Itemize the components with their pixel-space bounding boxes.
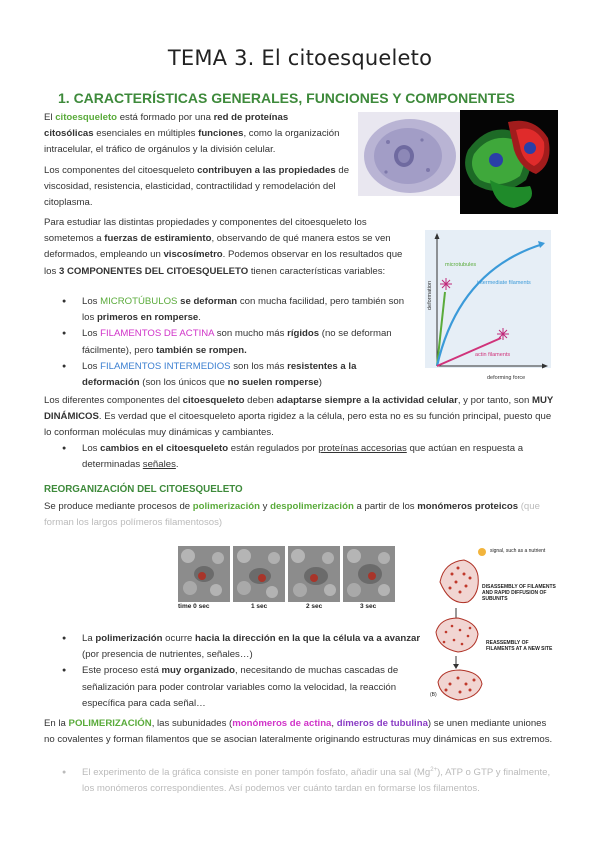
frame-2	[288, 546, 340, 602]
bold-text: citosólicas	[44, 128, 94, 140]
text: tienen características variables:	[248, 265, 386, 277]
section-heading: 1. CARACTERÍSTICAS GENERALES, FUNCIONES Y COMPONENTES	[58, 90, 515, 106]
diagram-label-b: (B)	[430, 692, 437, 698]
list-item: ● El experimento de la gráfica consiste en poner tampón fosfato, añadir una sal $(Mg^{2+})$, ATP o GTP y finalmente, los monómeros correspondientes. Así podemos ver cuánto tardan en formarse los filamentos.	[62, 765, 556, 797]
term-microtubulos: MICROTÚBULOS	[100, 296, 178, 307]
actin-label: actin filaments	[475, 352, 511, 358]
components-list	[62, 294, 406, 391]
list-item: ● La polimerización ocurre hacia la dirección en la que la célula va a avanzar (por presencia de nutrientes, señales…)	[62, 631, 424, 663]
experiment-list	[62, 765, 556, 797]
diagram-graphic	[430, 544, 560, 704]
cell-3	[438, 670, 482, 700]
text: Para estudiar las distintas propiedades y componentes del citoesqueleto los sometemos a	[44, 217, 367, 245]
diagram-label-signal: signal, such as a nutrient	[490, 548, 546, 554]
timelapse-micrographs	[178, 546, 396, 614]
text: esenciales en múltiples	[93, 128, 199, 140]
list-item: ● Los FILAMENTOS DE ACTINA son mucho más rígidos (no se deforman fácilmente), pero también se rompen.	[62, 326, 406, 358]
timelapse-frames	[178, 546, 396, 604]
paragraph-definition	[44, 110, 356, 159]
time-label-2: 2 sec	[306, 603, 323, 610]
cell-1	[440, 560, 478, 603]
deformation-graph	[415, 230, 551, 384]
bold-text: red de proteínas	[213, 112, 289, 123]
term-intermedios: FILAMENTOS INTERMEDIOS	[100, 360, 231, 372]
diagram-label-disassembly: DISASSEMBLY OF FILAMENTS AND RAPID DIFFUSION OF SUBUNITS	[482, 584, 556, 602]
list-item: ● Los FILAMENTOS INTERMEDIOS son los más resistentes a la deformación (son los únicos que no suelen romperse)	[62, 359, 406, 391]
list-item: ● Los MICROTÚBULOS se deforman con mucha facilidad, pero también son los primeros en romperse.	[62, 294, 406, 326]
frame-1	[233, 546, 285, 602]
regulation-list	[62, 441, 538, 473]
time-label-0: time 0 sec	[178, 603, 210, 610]
text: , observando de qué manera estos se ven deformados, empleando un	[44, 233, 391, 261]
cell-2	[436, 618, 478, 652]
bold-text: viscosímetro	[163, 249, 223, 261]
intermediate-label: intermediate filaments	[477, 280, 531, 286]
subsection-heading: REORGANIZACIÓN DEL CITOESQUELETO	[44, 484, 243, 495]
term-actina: FILAMENTOS DE ACTINA	[100, 328, 215, 340]
term-citoesqueleto: citoesqueleto	[55, 112, 118, 123]
paragraph-dynamic: Los diferentes componentes del citoesqueleto deben adaptarse siempre a la actividad celular, y por tanto, son MUY DINÁMICOS. Es verdad que el citoesqueleto aporta rigidez a la célula, pero esta no es su función principal, puesto que lo conforman moléculas muy dinámicas y cambiantes.	[44, 395, 554, 439]
diagram-label-reassembly: REASSEMBLY OF FILAMENTS AT A NEW SITE	[486, 640, 553, 652]
paragraph-viscosimeter	[44, 215, 406, 280]
polymerization-list	[62, 631, 424, 712]
y-axis-label: deformation	[427, 280, 433, 310]
bold-text: contribuyen a las propiedades	[197, 165, 336, 176]
paragraph-reorganization: Se produce mediante procesos de polimerización y despolimerización a partir de los monómeros proteicos (que forman los largos polímeros filamentosos)	[44, 501, 540, 529]
list-item: ● Los cambios en el citoesqueleto están regulados por proteínas accesorias que actúan en respuesta a determinadas señales.	[62, 441, 538, 473]
text: . Podemos observar en los resultados que los	[44, 249, 403, 277]
text: de viscosidad, resistencia, elasticidad, contractilidad y remodelación del citoplasma.	[44, 165, 350, 209]
frame-3	[343, 546, 395, 602]
text: está formado por una	[117, 112, 214, 123]
page-title: TEMA 3. El citoesqueleto	[167, 46, 433, 70]
bold-text: 3 COMPONENTES DEL CITOESQUELETO	[58, 265, 249, 277]
text: , como la organización intracelular, el tráfico de orgánulos y la división celular.	[44, 128, 340, 156]
cell-migration-diagram	[430, 544, 560, 704]
text: El	[44, 112, 56, 123]
time-label-3: 3 sec	[360, 603, 377, 610]
paragraph-properties	[44, 163, 356, 212]
text: Los componentes del citoesqueleto	[44, 165, 198, 176]
microtubules-label: microtubules	[445, 262, 477, 268]
list-item: ● Este proceso está muy organizado, necesitando de muchas cascadas de señalización para poder controlar variables como la velocidad, la reacción específica para cada señal…	[62, 663, 424, 712]
paragraph-polymerization: En la POLIMERIZACIÓN, las subunidades (monómeros de actina, dímeros de tubulina) se unen mediante uniones no covalentes y forman filamentos que se asocian lateralmente originando estructuras muy dinámicas en sus extremos.	[44, 718, 553, 746]
bold-text: fuerzas de estiramiento	[104, 233, 212, 245]
fluorescence-cells-image	[460, 110, 558, 214]
time-label-1: 1 sec	[251, 603, 268, 610]
frame-0	[178, 546, 230, 602]
bold-text: funciones	[198, 128, 244, 140]
cell-micrograph-image	[358, 112, 460, 196]
x-axis-label: deforming force	[487, 375, 526, 381]
